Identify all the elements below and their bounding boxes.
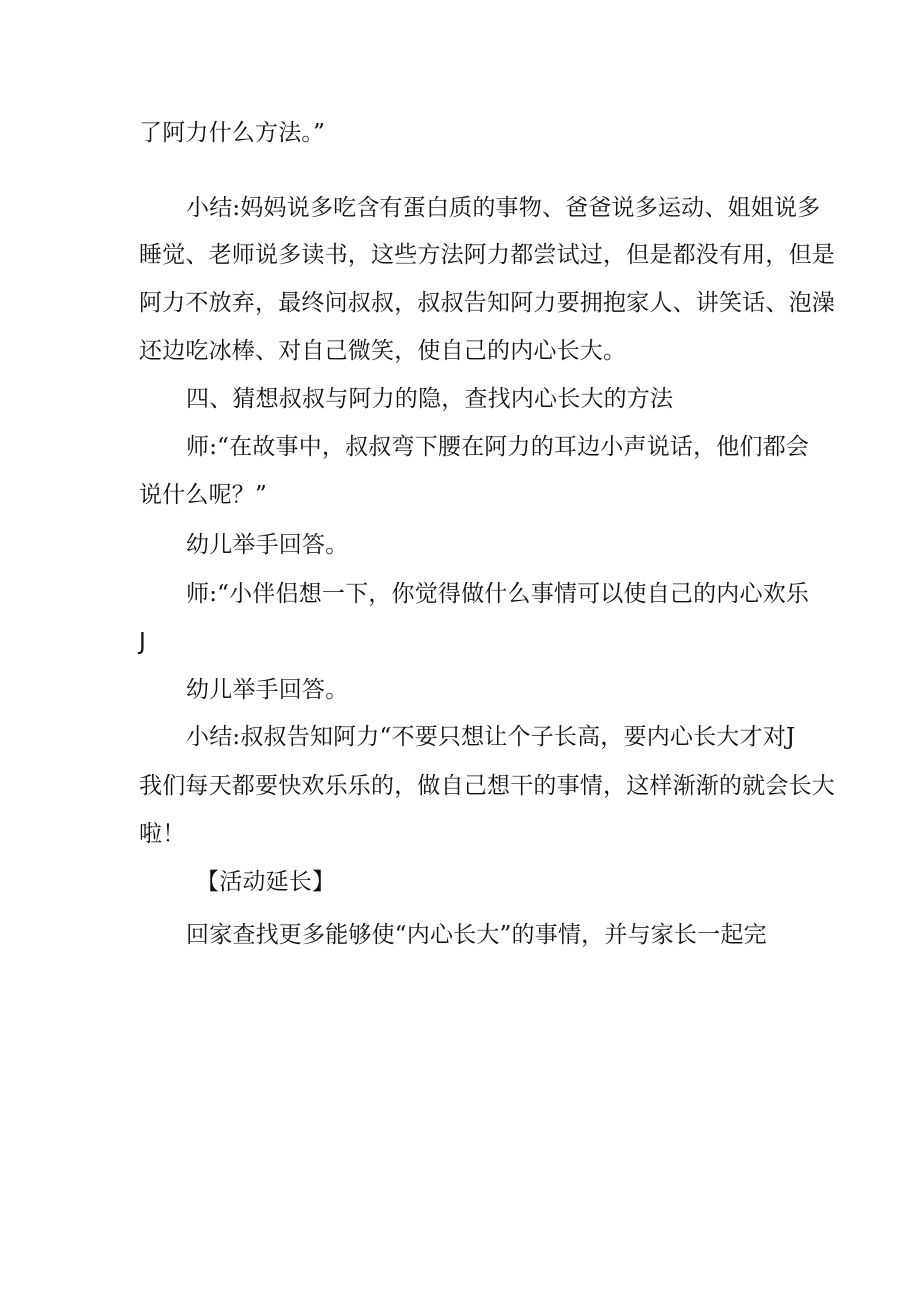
text-line-10: 师:“小伴侣想一下，你觉得做什么事情可以使自己的内心欢乐 [186, 581, 810, 607]
text-line-17: 回家查找更多能够使“内心长大”的事情，并与家长一起完 [186, 922, 767, 948]
text-line-7: 师:“在故事中，叔叔弯下腰在阿力的耳边小声说话，他们都会 [186, 434, 810, 460]
text-line-11: J [139, 629, 146, 655]
text-line-1: 了阿力什么方法。” [139, 120, 326, 146]
section-heading: 四、猜想叔叔与阿力的隐，查找内心长大的方法 [186, 386, 674, 412]
text-line-14: 我们每天都要快欢乐乐的，做自己想干的事情，这样渐渐的就会长大 [139, 773, 835, 799]
text-line-13: 小结:叔叔告知阿力“不要只想让个子长高，要内心长大才对J [186, 724, 796, 750]
text-line-5: 还边吃冰棒、对自己微笑，使自己的内心长大。 [139, 338, 627, 364]
text-line-4: 阿力不放弃，最终问叔叔，叔叔告知阿力要拥抱家人、讲笑话、泡澡 [139, 290, 835, 316]
text-line-3: 睡觉、老师说多读书，这些方法阿力都尝试过，但是都没有用，但是 [139, 242, 835, 268]
activity-extension-heading: 【活动延长】 [196, 869, 336, 895]
text-line-9: 幼儿举手回答。 [186, 532, 349, 558]
text-line-8: 说什么呢？” [139, 482, 267, 508]
text-line-15: 啦！ [139, 821, 186, 847]
text-line-12: 幼儿举手回答。 [186, 677, 349, 703]
text-line-2: 小结:妈妈说多吃含有蛋白质的事物、爸爸说多运动、姐姐说多 [186, 195, 821, 221]
